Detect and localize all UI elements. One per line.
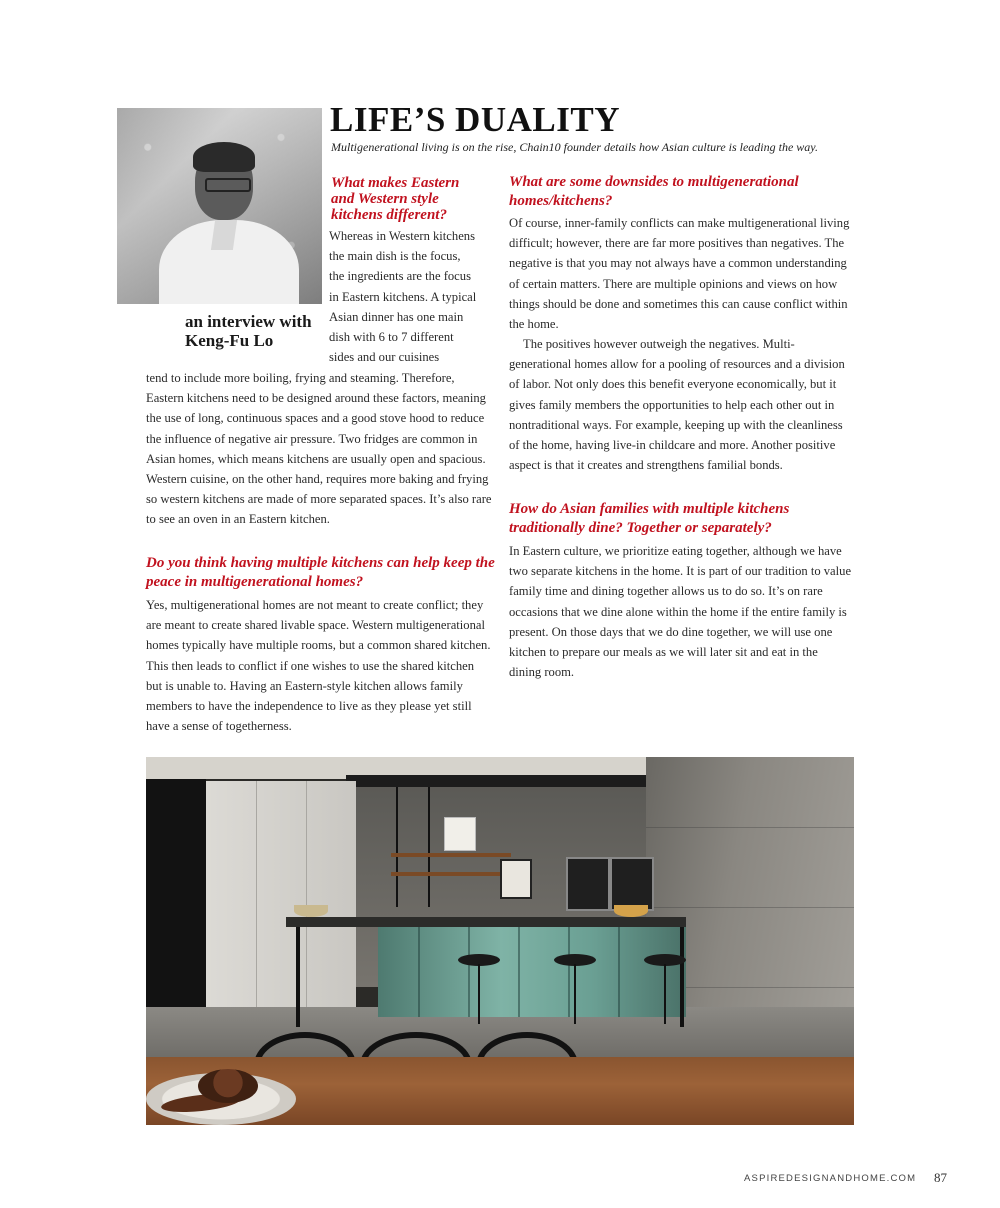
island-rib: [518, 927, 520, 1017]
island-rib: [468, 927, 470, 1017]
answer-1-line: the main dish is the focus,: [329, 249, 461, 264]
question-4-heading: How do Asian families with multiple kitchens traditionally dine? Together or separately?: [509, 501, 790, 536]
deer-picture-frame: [500, 859, 532, 899]
article-title: LIFE’S DUALITY: [330, 100, 620, 139]
question-1-line-2: and Western style: [331, 191, 439, 207]
island-rib: [568, 927, 570, 1017]
wall-oven: [566, 857, 610, 911]
answer-1-line: dish with 6 to 7 different: [329, 330, 454, 345]
kitchen-interior-photo: [146, 757, 854, 1125]
interviewee-portrait-photo: [117, 108, 322, 304]
bar-stool-leg: [574, 964, 576, 1024]
island-leg: [680, 927, 684, 1027]
island-leg: [296, 927, 300, 1027]
answer-1-line: in Eastern kitchens. A typical: [329, 289, 477, 304]
question-3-heading: What are some downsides to multigenerational homes/kitchens?: [509, 174, 799, 209]
page-number: 87: [934, 1170, 947, 1185]
answer-1-line: sides and our cuisines: [329, 350, 440, 365]
answer-1-line: the ingredients are the focus: [329, 269, 471, 284]
portrait-hair: [193, 142, 255, 172]
wall-art-frame: [444, 817, 476, 851]
question-1-line-3: kitchens different?: [331, 207, 447, 223]
wooden-shelf: [391, 872, 511, 876]
question-1-heading: [331, 175, 501, 223]
glasses-icon: [205, 178, 251, 192]
article-subtitle: Multigenerational living is on the rise, Chain10 founder details how Asian culture is leading the way.: [331, 140, 818, 154]
answer-1-line: Whereas in Western kitchens: [329, 229, 475, 243]
island-countertop: [286, 917, 686, 927]
wall-oven: [610, 857, 654, 911]
caption-interviewee-name: Keng-Fu Lo: [185, 331, 274, 350]
caption-line-1: an interview with: [185, 312, 312, 331]
wall-seam: [646, 907, 854, 908]
footer-website: ASPIREDESIGNANDHOME.COM: [744, 1173, 917, 1184]
bar-stool-leg: [664, 964, 666, 1024]
lotus-seed-pod-decor: [198, 1069, 258, 1103]
shelf-rod: [396, 787, 398, 907]
fruit-bowl: [614, 905, 648, 917]
answer-1-continued: tend to include more boiling, frying and steaming. Therefore, Eastern kitchens need to be designed around these factors, meaning the use of long, continuous spaces and a good stove hood to reduce the influence of negative air pressure. Two fridges are common in Asian homes, which means kitchens are usually open and spacious. Western cuisine, on the other hand, requires more baking and frying so western kitchens are made of more separated spaces. It’s also rare to see an oven in an Eastern kitchen.: [146, 371, 492, 527]
answer-1-narrow: [329, 226, 504, 367]
answer-2: Yes, multigenerational homes are not meant to create conflict; they are meant to create shared livable space. Western multigenerational homes typically have multiple rooms, but a common shared kitchen. This then leads to conflict if one wishes to use the shared kitchen but is unable to. Having an Eastern-style kitchen allows family members to have the independence to live as they please yet still have a sense of togetherness.: [146, 598, 491, 734]
island-rib: [618, 927, 620, 1017]
wooden-shelf: [391, 853, 511, 857]
answer-4: In Eastern culture, we prioritize eating together, although we have two separate kitchens in the home. It is part of our tradition to value family time and dining together allows us to do so. It’s on rare occasions that we dine alone within the home if the entire family is present. On those days that we do dine together, we will use one kitchen to prepare our meals as we will later sit and eat in the dining room.: [509, 544, 852, 680]
teal-glass-island: [378, 927, 686, 1017]
wall-seam: [646, 827, 854, 828]
portrait-collar: [211, 220, 237, 250]
answer-3-paragraph-2: The positives however outweigh the negatives. Multi-generational homes allow for a pooling of resources and a division of labor. Not only does this benefit everyone economically, but it gives family members the opportunities to help each other out in nontraditional ways. For example, keeping up with the cleanliness of the home, having live-in childcare and more. Another positive aspect is that it creates and strengthens familial bonds.: [509, 337, 845, 473]
bar-stool-leg: [478, 964, 480, 1024]
question-1-line-1: What makes Eastern: [331, 175, 460, 191]
question-2-heading: Do you think having multiple kitchens can help keep the peace in multigenerational homes?: [146, 555, 495, 590]
portrait-caption: [185, 312, 345, 350]
answer-1-line: Asian dinner has one main: [329, 309, 464, 324]
glass-bowl: [294, 905, 328, 917]
answer-3-paragraph-1: Of course, inner-family conflicts can make multigenerational living difficult; however, there are far more positives than negatives. The negative is that you may not always have a common understanding of certain matters. There are multiple opinions and views on how things should be done and sometimes this can cause conflict within the home.: [509, 216, 850, 332]
island-rib: [418, 927, 420, 1017]
shelf-rod: [428, 787, 430, 907]
